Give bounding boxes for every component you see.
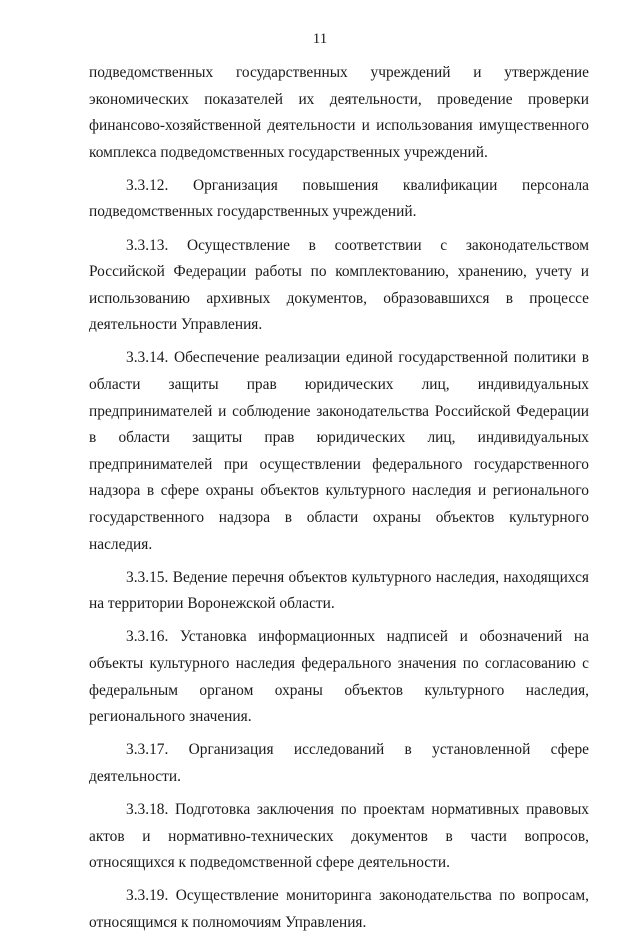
document-body — [89, 60, 589, 943]
paragraph-3-3-13: 3.3.13. Осуществление в соответствии с законодательством Российской Федерации работы по комплектованию, хранению, учету и использованию архивных документов, образовавшихся в процессе деятельности Управления. — [89, 236, 589, 334]
paragraph-3-3-19: 3.3.19. Осуществление мониторинга законодательства по вопросам, относящимся к полномочиям Управления. — [89, 887, 589, 931]
paragraph-3-3-16: 3.3.16. Установка информационных надписей и обозначений на объекты культурного наследия федерального значения по согласованию с федеральным органом охраны объектов культурного наследия, регионального значения. — [89, 628, 589, 726]
page-number: 11 — [312, 31, 328, 47]
paragraph-continuation: подведомственных государственных учреждений и утверждение экономических показателей их деятельности, проведение проверки финансово-хозяйственной деятельности и использования имущественного комплекса подведомственных государственных учреждений. — [89, 64, 589, 161]
paragraph-3-3-17: 3.3.17. Организация исследований в установленной сфере деятельности. — [89, 741, 589, 785]
paragraph-3-3-18: 3.3.18. Подготовка заключения по проектам нормативных правовых актов и нормативно-технических документов в части вопросов, относящихся к подведомственной сфере деятельности. — [89, 800, 589, 872]
paragraph-3-3-15: 3.3.15. Ведение перечня объектов культурного наследия, находящихся на территории Воронежской области. — [89, 568, 589, 613]
paragraph-3-3-12: 3.3.12. Организация повышения квалификации персонала подведомственных государственных учреждений. — [89, 176, 589, 221]
paragraph-3-3-14: 3.3.14. Обеспечение реализации единой государственной политики в области защиты прав юридических лиц, индивидуальных предпринимателей и соблюдение законодательства Российской Федерации в области защиты прав юридических лиц, индивидуальных предпринимателей при осуществлении федерального государственного надзора в сфере охраны объектов культурного наследия и регионального государственного надзора в области охраны объектов культурного наследия. — [89, 349, 589, 553]
